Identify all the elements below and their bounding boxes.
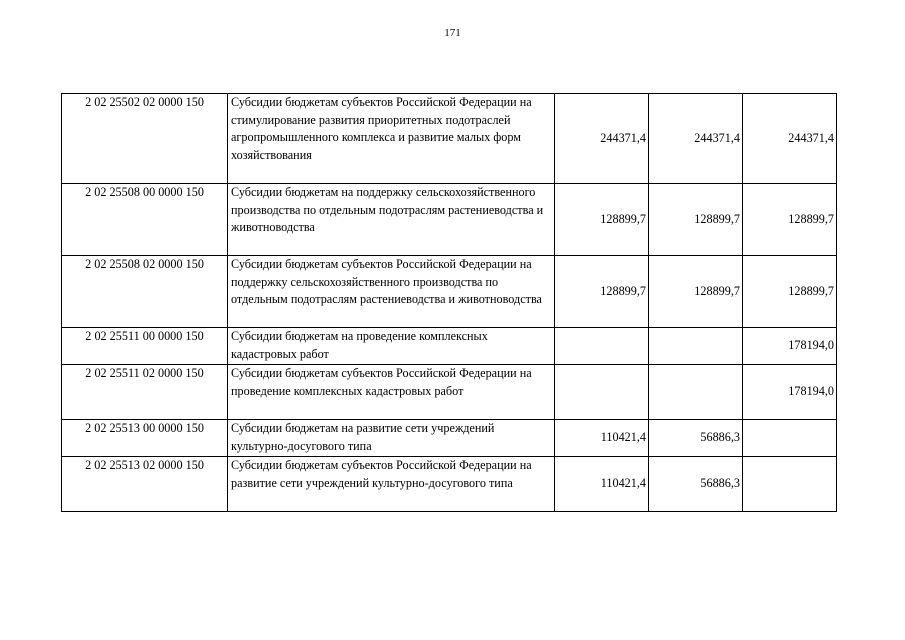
description-cell: Субсидии бюджетам субъектов Российской Федерации на стимулирование развития приоритетных подотраслей агропромышленного комплекса и развитие малых форм хозяйствования — [228, 94, 555, 184]
budget-table — [61, 93, 837, 512]
value-cell-2: 56886,3 — [649, 420, 743, 457]
description-cell: Субсидии бюджетам на проведение комплексных кадастровых работ — [228, 328, 555, 365]
value-cell-3: 128899,7 — [743, 256, 837, 328]
value-cell-2 — [649, 365, 743, 420]
value-cell-3: 244371,4 — [743, 94, 837, 184]
table-row — [62, 94, 837, 184]
value-cell-1: 128899,7 — [555, 256, 649, 328]
value-cell-3 — [743, 457, 837, 512]
value-cell-1: 128899,7 — [555, 184, 649, 256]
value-cell-1: 110421,4 — [555, 420, 649, 457]
budget-code-cell: 2 02 25508 00 0000 150 — [62, 184, 228, 256]
value-cell-2: 244371,4 — [649, 94, 743, 184]
page-number: 171 — [444, 27, 461, 39]
budget-code-cell: 2 02 25502 02 0000 150 — [62, 94, 228, 184]
description-cell: Субсидии бюджетам субъектов Российской Федерации на поддержку сельскохозяйственного производства по отдельным подотраслям растениеводства и животноводства — [228, 256, 555, 328]
value-cell-2: 128899,7 — [649, 256, 743, 328]
value-cell-3 — [743, 420, 837, 457]
description-cell: Субсидии бюджетам субъектов Российской Федерации на развитие сети учреждений культурно-досугового типа — [228, 457, 555, 512]
table-row — [62, 420, 837, 457]
value-cell-1 — [555, 328, 649, 365]
table-row — [62, 365, 837, 420]
value-cell-3: 128899,7 — [743, 184, 837, 256]
value-cell-2 — [649, 328, 743, 365]
budget-code-cell: 2 02 25513 02 0000 150 — [62, 457, 228, 512]
budget-code-cell: 2 02 25508 02 0000 150 — [62, 256, 228, 328]
description-cell: Субсидии бюджетам субъектов Российской Федерации на проведение комплексных кадастровых работ — [228, 365, 555, 420]
value-cell-1: 244371,4 — [555, 94, 649, 184]
budget-code-cell: 2 02 25511 00 0000 150 — [62, 328, 228, 365]
description-cell: Субсидии бюджетам на поддержку сельскохозяйственного производства по отдельным подотраслям растениеводства и животноводства — [228, 184, 555, 256]
table-row — [62, 457, 837, 512]
description-cell: Субсидии бюджетам на развитие сети учреждений культурно-досугового типа — [228, 420, 555, 457]
budget-code-cell: 2 02 25513 00 0000 150 — [62, 420, 228, 457]
table-row — [62, 328, 837, 365]
value-cell-2: 56886,3 — [649, 457, 743, 512]
value-cell-3: 178194,0 — [743, 328, 837, 365]
value-cell-2: 128899,7 — [649, 184, 743, 256]
value-cell-1 — [555, 365, 649, 420]
budget-code-cell: 2 02 25511 02 0000 150 — [62, 365, 228, 420]
value-cell-3: 178194,0 — [743, 365, 837, 420]
value-cell-1: 110421,4 — [555, 457, 649, 512]
table-row — [62, 256, 837, 328]
table-row — [62, 184, 837, 256]
